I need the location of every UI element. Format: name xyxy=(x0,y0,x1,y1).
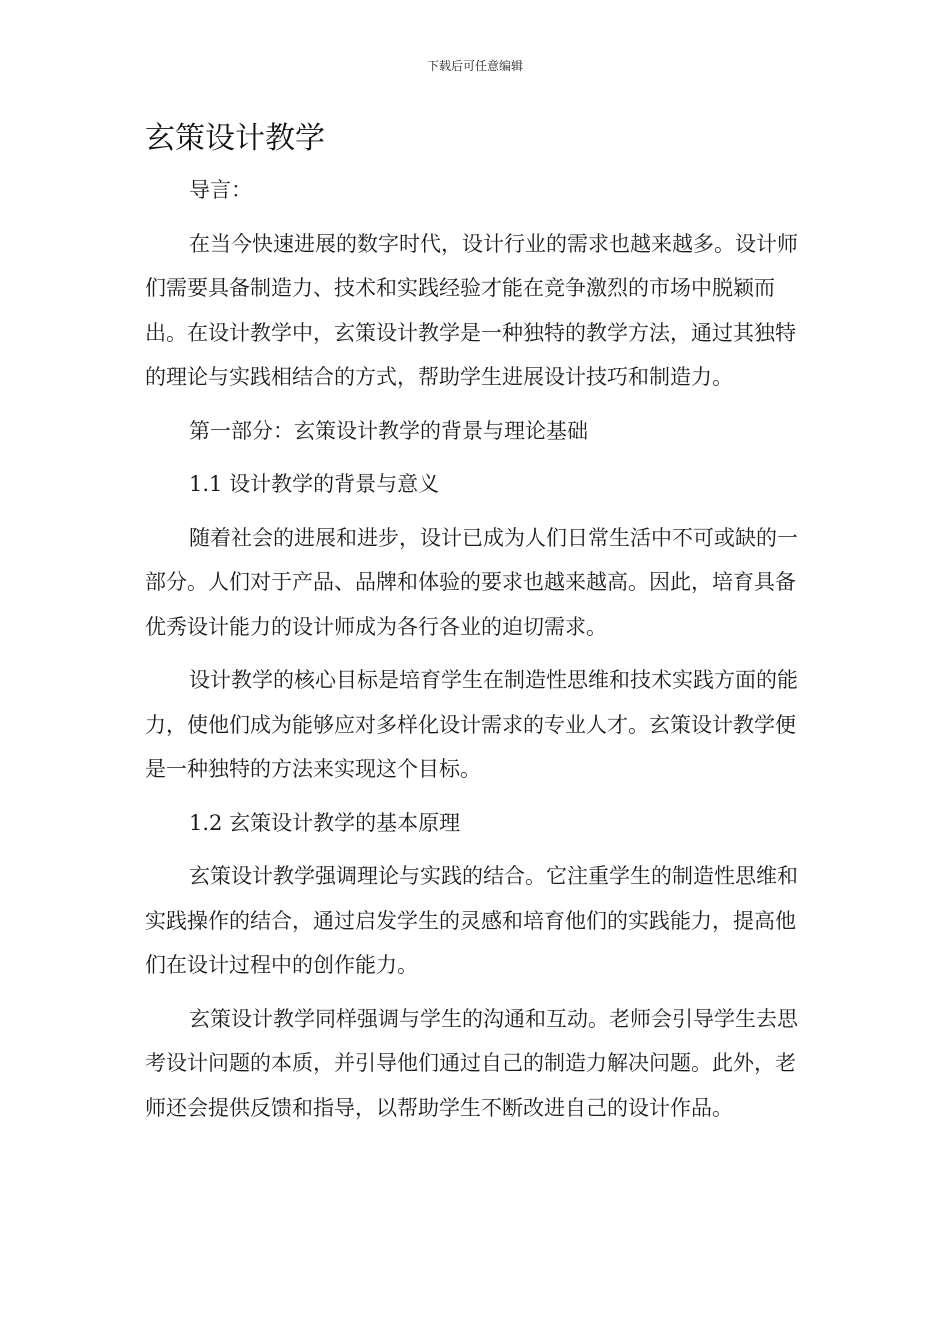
section-1-2-heading: 1.2 玄策设计教学的基本原理 xyxy=(189,810,461,835)
document-title: 玄策设计教学 xyxy=(145,121,325,156)
part1-heading: 第一部分：玄策设计教学的背景与理论基础 xyxy=(189,418,588,443)
section-1-2-paragraph-1: 玄策设计教学强调理论与实践的结合。它注重学生的制造性思维和实践操作的结合，通过启发学生的灵感和培育他们的实践能力，提高他们在设计过程中的创作能力。 xyxy=(145,864,798,977)
section-1-2-paragraph-2: 玄策设计教学同样强调与学生的沟通和互动。老师会引导学生去思考设计问题的本质，并引导他们通过自己的制造力解决问题。此外，老师还会提供反馈和指导，以帮助学生不断改进自己的设计作品。 xyxy=(145,1006,798,1120)
intro-paragraph: 在当今快速进展的数字时代，设计行业的需求也越来越多。设计师们需要具备制造力、技术和实践经验才能在竞争激烈的市场中脱颖而出。在设计教学中，玄策设计教学是一种独特的教学方法，通过其独特的理论与实践相结合的方式，帮助学生进展设计技巧和制造力。 xyxy=(145,231,798,389)
section-1-1-paragraph-1: 随着社会的进展和进步，设计已成为人们日常生活中不可或缺的一部分。人们对于产品、品牌和体验的要求也越来越高。因此，培育具备优秀设计能力的设计师成为各行各业的迫切需求。 xyxy=(145,525,798,639)
section-1-1-paragraph-2: 设计教学的核心目标是培育学生在制造性思维和技术实践方面的能力，使他们成为能够应对多样化设计需求的专业人才。玄策设计教学便是一种独特的方法来实现这个目标。 xyxy=(145,668,798,781)
header-note: 下载后可任意编辑 xyxy=(426,59,523,73)
document-body xyxy=(145,168,809,1139)
section-1-1-heading: 1.1 设计教学的背景与意义 xyxy=(189,472,440,496)
intro-label: 导言： xyxy=(189,178,252,202)
